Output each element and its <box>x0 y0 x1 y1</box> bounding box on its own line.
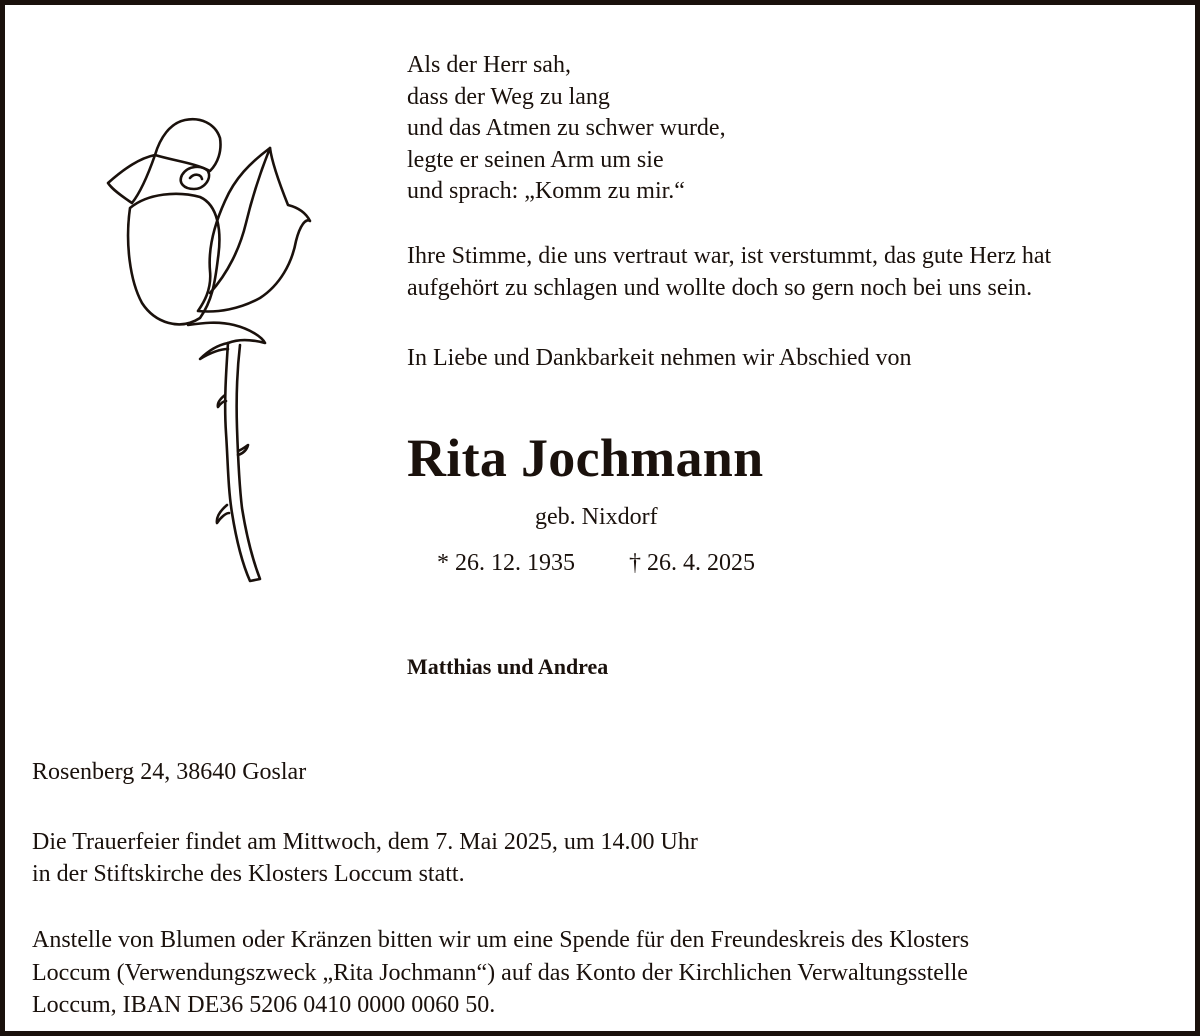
poem-line: legte er seinen Arm um sie <box>407 146 664 173</box>
donation-line: Anstelle von Blumen oder Kränzen bitten wir um eine Spende für den Freundeskreis des Klosters <box>32 927 970 953</box>
birth-date: * 26. 12. 1935 <box>437 550 575 576</box>
voice-paragraph <box>407 241 1167 304</box>
farewell-line: In Liebe und Dankbarkeit nehmen wir Abschied von <box>407 345 912 371</box>
poem <box>407 50 726 208</box>
address: Rosenberg 24, 38640 Goslar <box>32 759 307 785</box>
funeral-line: Die Trauerfeier findet am Mittwoch, dem 7. Mai 2025, um 14.00 Uhr <box>32 829 698 855</box>
rose-icon <box>100 113 315 588</box>
poem-line: und das Atmen zu schwer wurde, <box>407 115 726 141</box>
paragraph-line: Ihre Stimme, die uns vertraut war, ist verstummt, das gute Herz hat <box>407 243 1052 269</box>
mourners-signature: Matthias und Andrea <box>407 654 609 679</box>
maiden-name: geb. Nixdorf <box>535 504 658 530</box>
funeral-info <box>32 827 698 890</box>
deceased-name: Rita Jochmann <box>407 428 764 488</box>
donation-line: Loccum (Verwendungszweck „Rita Jochmann“) auf das Konto der Kirchlichen Verwaltungsstelle <box>32 959 968 986</box>
funeral-line: in der Stiftskirche des Klosters Loccum statt. <box>32 860 465 887</box>
poem-line: Als der Herr sah, <box>407 52 571 78</box>
paragraph-line: aufgehört zu schlagen und wollte doch so gern noch bei uns sein. <box>407 274 1033 301</box>
poem-line: und sprach: „Komm zu mir.“ <box>407 178 685 204</box>
poem-line: dass der Weg zu lang <box>407 83 610 110</box>
donation-line: Loccum, IBAN DE36 5206 0410 0000 0060 50. <box>32 992 496 1018</box>
death-date: † 26. 4. 2025 <box>629 550 755 576</box>
donation-info <box>32 924 969 1022</box>
